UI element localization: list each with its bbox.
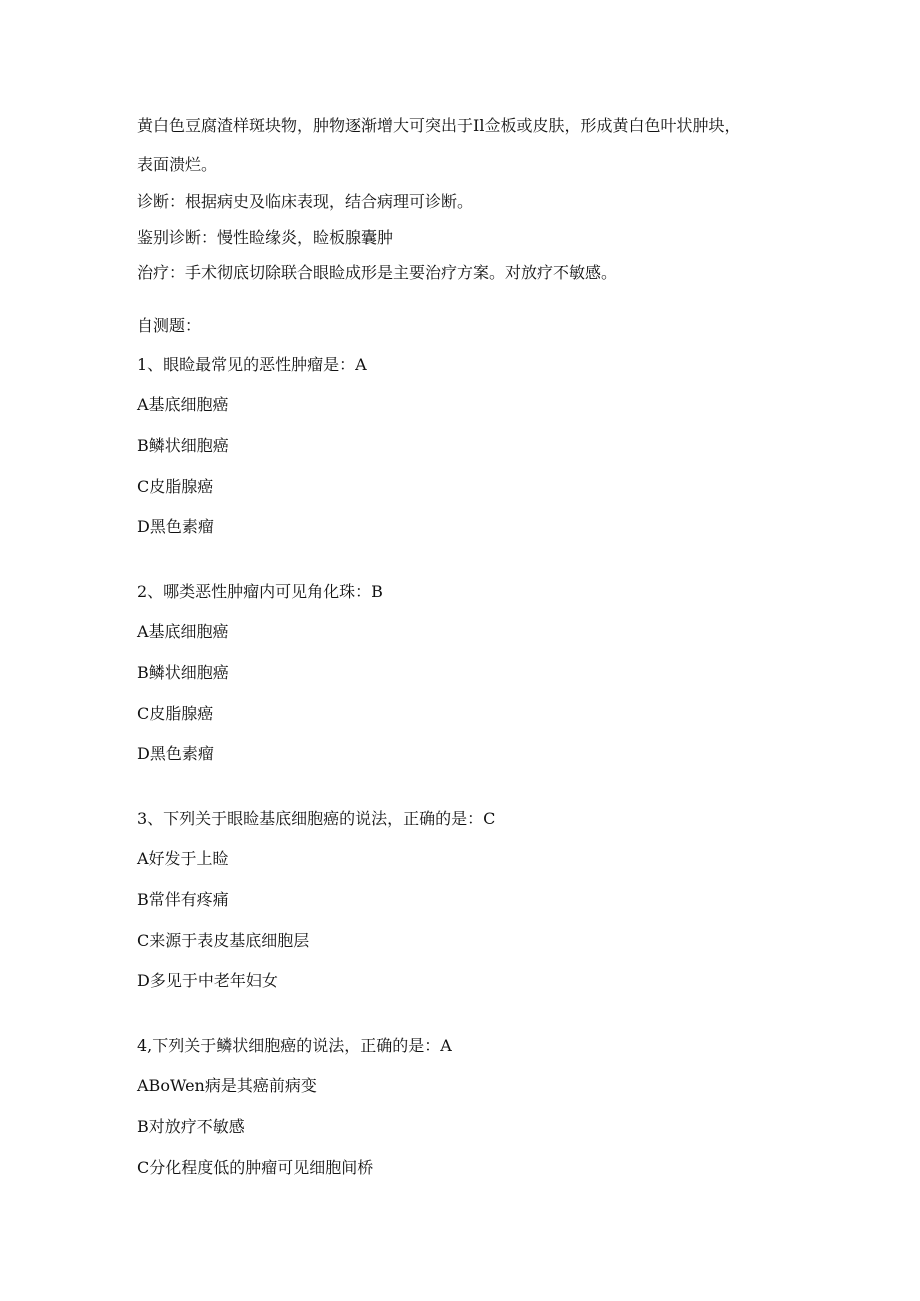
question-3-stem: 3、下列关于眼睑基底细胞癌的说法，正确的是：C [137, 809, 496, 828]
question-4-option-c: C分化程度低的肿瘤可见细胞间桥 [137, 1158, 374, 1177]
treatment-text: 治疗：手术彻底切除联合眼睑成形是主要治疗方案。对放疗不敏感。 [137, 263, 618, 282]
intro-line-2: 表面溃烂。 [137, 155, 218, 174]
question-3-option-a: A好发于上睑 [137, 849, 229, 868]
question-1-option-a: A基底细胞癌 [137, 395, 229, 414]
diagnosis-text: 诊断：根据病史及临床表现，结合病理可诊断。 [137, 192, 474, 211]
selftest-heading: 自测题： [137, 316, 202, 335]
question-1-stem: 1、眼睑最常见的恶性肿瘤是：A [137, 355, 367, 374]
question-1-option-c: C皮脂腺癌 [137, 477, 214, 496]
question-4-stem: 4,下列关于鳞状细胞癌的说法，正确的是：A [137, 1036, 452, 1055]
question-1-option-d: D黑色素瘤 [137, 517, 214, 536]
question-2-stem: 2、哪类恶性肿瘤内可见角化珠：B [137, 582, 383, 601]
intro-line-1: 黄白色豆腐渣样斑块物，肿物逐渐增大可突出于Il佥板或皮肤，形成黄白色叶状肿块， [137, 116, 741, 135]
question-1-option-b: B鳞状细胞癌 [137, 436, 229, 455]
question-2-option-b: B鳞状细胞癌 [137, 663, 229, 682]
question-3-option-d: D多见于中老年妇女 [137, 971, 278, 990]
question-2-option-c: C皮脂腺癌 [137, 704, 214, 723]
question-3-option-b: B常伴有疼痛 [137, 890, 229, 909]
differential-diagnosis-text: 鉴别诊断：慢性睑缘炎，睑板腺囊肿 [137, 228, 394, 247]
question-4-option-a: ABoWen病是其癌前病变 [137, 1076, 317, 1095]
question-4-option-b: B对放疗不敏感 [137, 1117, 245, 1136]
question-2-option-a: A基底细胞癌 [137, 622, 229, 641]
question-2-option-d: D黑色素瘤 [137, 744, 214, 763]
question-3-option-c: C来源于表皮基底细胞层 [137, 931, 310, 950]
